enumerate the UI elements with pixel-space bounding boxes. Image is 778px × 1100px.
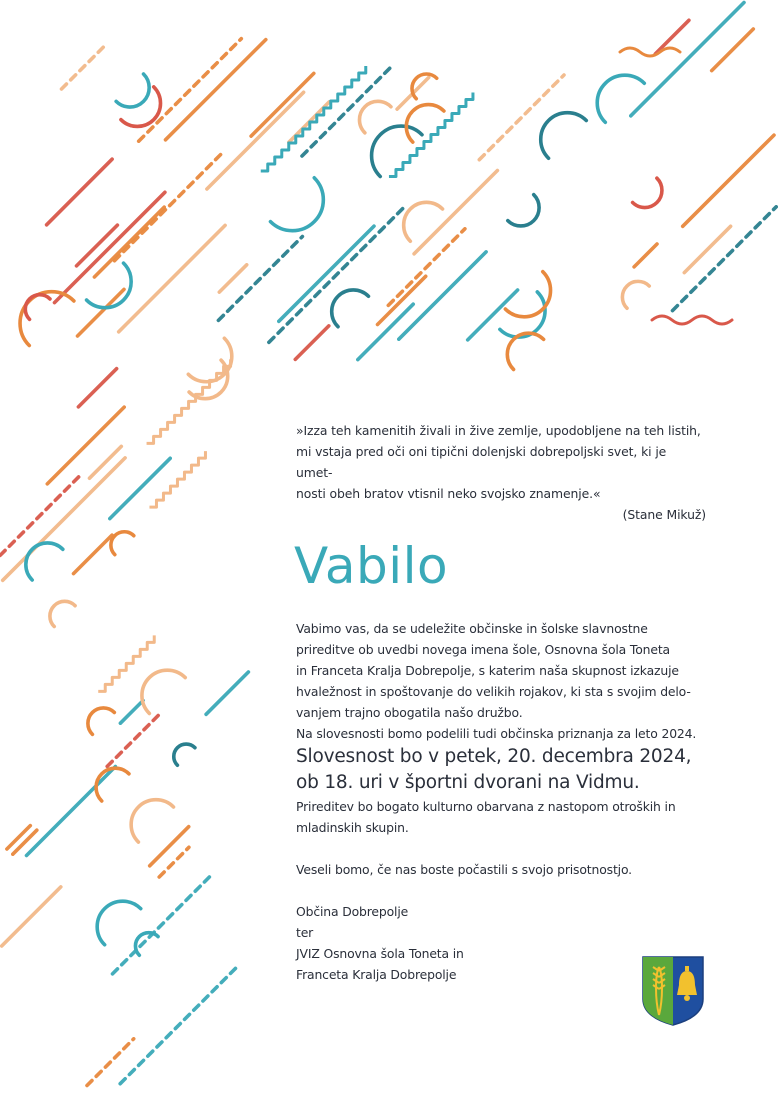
- event-date-line: Slovesnost bo v petek, 20. decembra 2024,: [296, 746, 692, 767]
- quote-line: nosti obeh bratov vtisnil neko svojsko znamenje.«: [296, 486, 601, 501]
- spacer: [296, 838, 726, 859]
- invitation-line: prireditve ob uvedbi novega imena šole, Osnovna šola Toneta: [296, 642, 670, 657]
- event-place-line: ob 18. uri v športni dvorani na Vidmu.: [296, 772, 640, 793]
- page-title: Vabilo: [294, 537, 449, 595]
- closing-line: Veseli bomo, če nas boste počastili s svojo prisotnostjo.: [296, 862, 632, 877]
- invitation-line: Vabimo vas, da se udeležite občinske in šolske slavnostne: [296, 621, 648, 636]
- invitation-line: Na slovesnosti bomo podelili tudi občinska priznanja za leto 2024.: [296, 726, 697, 741]
- signature-line: Občina Dobrepolje: [296, 904, 409, 919]
- program-line: Prireditev bo bogato kulturno obarvana z nastopom otroških in: [296, 799, 676, 814]
- signature-line: Franceta Kralja Dobrepolje: [296, 967, 457, 982]
- spacer: [296, 880, 726, 901]
- coat-of-arms-icon: [641, 955, 705, 1027]
- invitation-line: hvaležnost in spoštovanje do velikih rojakov, ki sta s svojim delo-: [296, 684, 691, 699]
- quote-line: »Izza teh kamenitih živali in žive zemlje, upodobljene na teh listih,: [296, 423, 701, 438]
- invitation-line: vanjem trajno obogatila našo družbo.: [296, 705, 523, 720]
- quote-block: [296, 420, 706, 525]
- invitation-body: [296, 618, 726, 985]
- invitation-line: in Franceta Kralja Dobrepolje, s katerim naša skupnost izkazuje: [296, 663, 679, 678]
- signature-line: JVIZ Osnovna šola Toneta in: [296, 946, 464, 961]
- signature-line: ter: [296, 925, 314, 940]
- program-line: mladinskih skupin.: [296, 820, 409, 835]
- quote-line: mi vstaja pred oči oni tipični dolenjski dobrepoljski svet, ki je umet-: [296, 444, 667, 480]
- quote-author: (Stane Mikuž): [622, 507, 706, 522]
